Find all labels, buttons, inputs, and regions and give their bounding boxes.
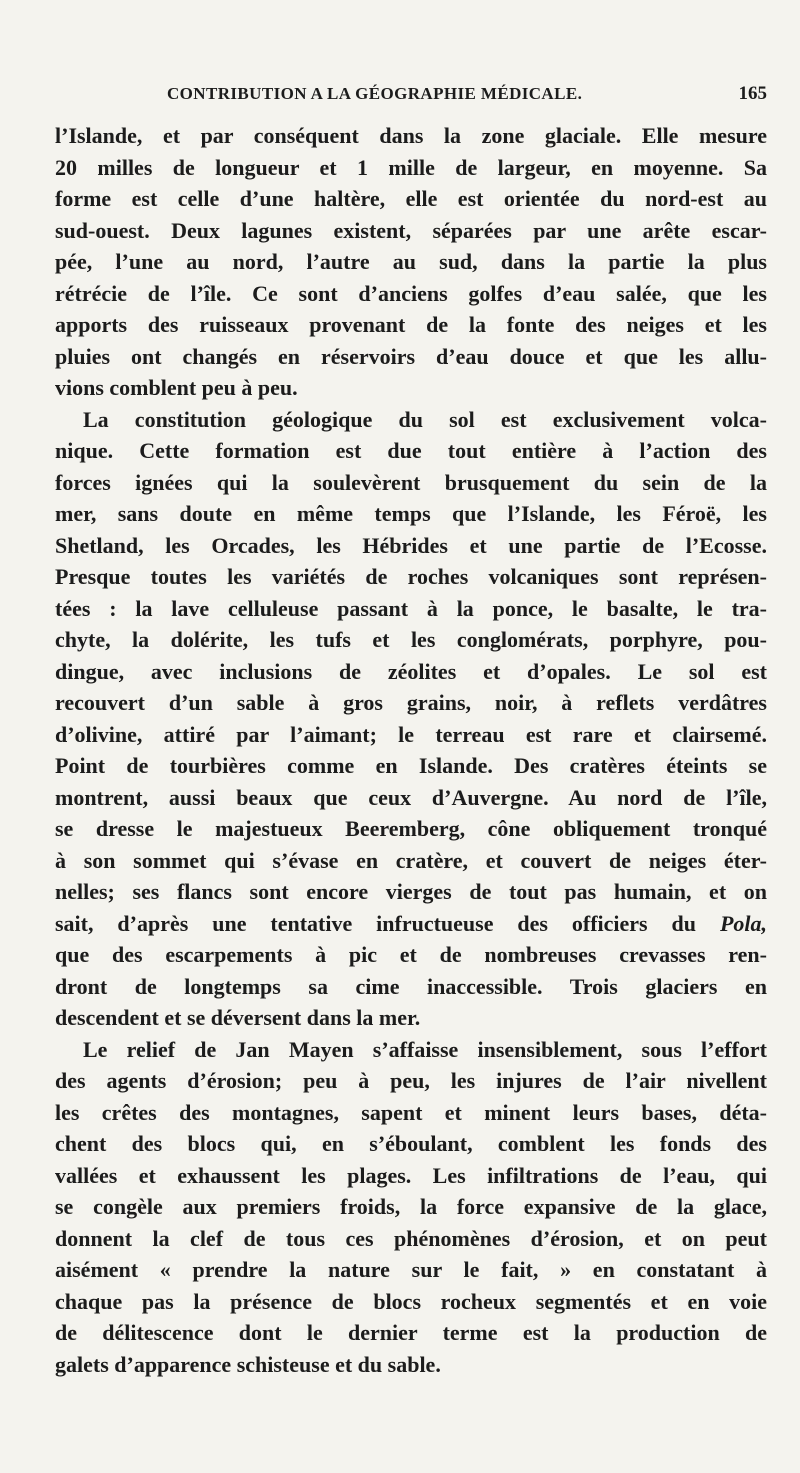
text-line: apports des ruisseaux provenant de la fonte des neiges et les <box>55 312 767 337</box>
paragraph-1 <box>55 120 767 404</box>
ship-name-italic: Pola, <box>719 910 767 936</box>
running-title: CONTRIBUTION A LA GÉOGRAPHIE MÉDICALE. <box>167 84 583 103</box>
text-line: chaque pas la présence de blocs rocheux segmentés et en voie <box>55 1288 767 1314</box>
body-text <box>55 120 767 1380</box>
text-line: recouvert d’un sable à gros grains, noir, à reflets verdâtres <box>55 690 767 715</box>
text-line: Shetland, les Orcades, les Hébrides et une partie de l’Ecosse. <box>55 532 767 558</box>
text-line: rétrécie de l’île. Ce sont d’anciens golfes d’eau salée, que les <box>55 280 767 306</box>
text-line: Le relief de Jan Mayen s’affaisse insensiblement, sous l’effort <box>83 1036 767 1062</box>
text-segment: sait, d’après une tentative infructueuse des officiers du <box>55 910 720 936</box>
text-line: 20 milles de longueur et 1 mille de largeur, en moyenne. Sa <box>55 154 767 180</box>
text-line: aisément « prendre la nature sur le fait, » en constatant à <box>55 1257 767 1282</box>
running-head <box>55 84 767 110</box>
paragraph-2 <box>55 404 767 1034</box>
text-line: Point de tourbières comme en Islande. Des cratères éteints se <box>55 753 767 778</box>
text-line: à son sommet qui s’évase en cratère, et couvert de neiges éter- <box>55 847 767 873</box>
text-line: tées : la lave celluleuse passant à la ponce, le basalte, le tra- <box>55 595 767 621</box>
text-line: mer, sans doute en même temps que l’Islande, les Féroë, les <box>55 501 767 526</box>
text-line: nelles; ses flancs sont encore vierges de tout pas humain, et on <box>55 879 767 904</box>
text-line: dingue, avec inclusions de zéolites et d’opales. Le sol est <box>55 658 767 684</box>
text-line: vallées et exhaussent les plages. Les infiltrations de l’eau, qui <box>55 1162 767 1188</box>
text-line: que des escarpements à pic et de nombreuses crevasses ren- <box>55 942 767 967</box>
text-line: nique. Cette formation est due tout entière à l’action des <box>55 438 767 463</box>
paragraph-3 <box>55 1034 767 1381</box>
text-line: Presque toutes les variétés de roches volcaniques sont représen- <box>55 564 767 589</box>
text-line: descendent et se déversent dans la mer. <box>55 1005 421 1030</box>
text-line: de délitescence dont le dernier terme est la production de <box>55 1320 767 1345</box>
text-line: chyte, la dolérite, les tufs et les conglomérats, porphyre, pou- <box>55 627 767 652</box>
page-number: 165 <box>738 83 767 104</box>
text-line: forces ignées qui la soulevèrent brusquement du sein de la <box>55 469 767 495</box>
text-line: se congèle aux premiers froids, la force expansive de la glace, <box>55 1194 767 1219</box>
text-line: des agents d’érosion; peu à peu, les injures de l’air nivellent <box>55 1068 767 1093</box>
text-line: donnent la clef de tous ces phénomènes d’érosion, et on peut <box>55 1225 767 1251</box>
text-line: d’olivine, attiré par l’aimant; le terreau est rare et clairsemé. <box>55 721 767 747</box>
text-line: les crêtes des montagnes, sapent et minent leurs bases, déta- <box>55 1099 767 1125</box>
text-line-with-italic <box>55 908 767 940</box>
text-line: dront de longtemps sa cime inaccessible. Trois glaciers en <box>55 973 767 999</box>
text-line: La constitution géologique du sol est exclusivement volca- <box>83 406 767 432</box>
text-line: sud-ouest. Deux lagunes existent, séparées par une arête escar- <box>55 217 767 243</box>
text-line: forme est celle d’une haltère, elle est orientée du nord-est au <box>55 186 767 211</box>
text-line: pluies ont changés en réservoirs d’eau douce et que les allu- <box>55 343 767 369</box>
text-line: galets d’apparence schisteuse et du sable. <box>55 1351 441 1377</box>
text-line: l’Islande, et par conséquent dans la zone glaciale. Elle mesure <box>55 123 767 148</box>
text-line: pée, l’une au nord, l’autre au sud, dans la partie la plus <box>55 249 767 274</box>
text-line: vions comblent peu à peu. <box>55 375 298 400</box>
text-line: se dresse le majestueux Beeremberg, cône obliquement tronqué <box>55 816 767 841</box>
text-line: montrent, aussi beaux que ceux d’Auvergne. Au nord de l’île, <box>55 784 767 810</box>
text-line: chent des blocs qui, en s’éboulant, comblent les fonds des <box>55 1131 767 1156</box>
